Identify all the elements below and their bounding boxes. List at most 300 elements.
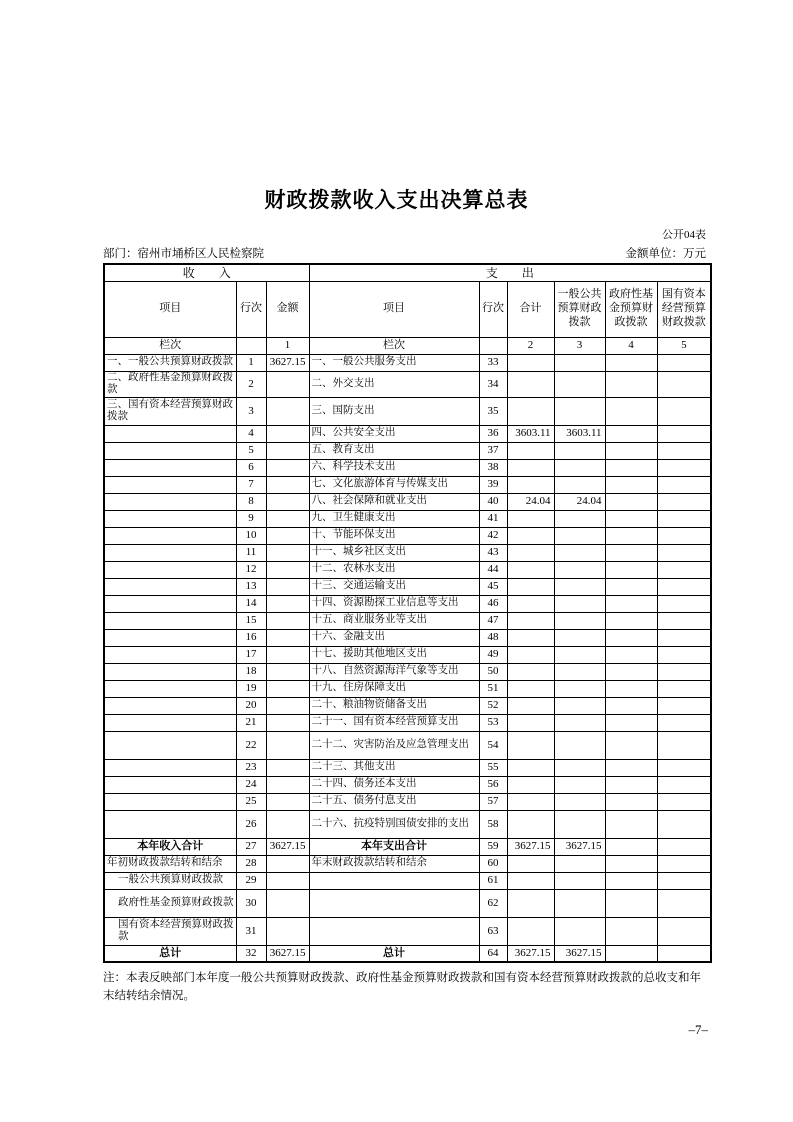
cell-expense-fund bbox=[605, 714, 657, 731]
cell-expense-general bbox=[554, 793, 605, 810]
cell-expense-fund bbox=[605, 493, 657, 510]
cell-income-item bbox=[104, 578, 236, 595]
cell-income-amount bbox=[266, 759, 309, 776]
table-row bbox=[104, 459, 711, 476]
cell-income-line: 29 bbox=[236, 872, 266, 889]
cell-expense-item: 十二、农林水支出 bbox=[309, 561, 479, 578]
cell-income-line: 14 bbox=[236, 595, 266, 612]
table-row bbox=[104, 371, 711, 397]
section-expense-label: 支 出 bbox=[309, 264, 711, 281]
cell-expense-line: 59 bbox=[479, 838, 507, 855]
lanci-expense-total: 2 bbox=[507, 337, 554, 354]
cell-expense-total bbox=[507, 629, 554, 646]
cell-expense-line: 56 bbox=[479, 776, 507, 793]
cell-expense-general bbox=[554, 629, 605, 646]
cell-income-item bbox=[104, 493, 236, 510]
cell-income-amount: 3627.15 bbox=[266, 354, 309, 371]
cell-expense-item: 总计 bbox=[309, 945, 479, 962]
lanci-expense-item: 栏次 bbox=[309, 337, 479, 354]
cell-expense-item: 二、外交支出 bbox=[309, 371, 479, 397]
cell-expense-fund bbox=[605, 697, 657, 714]
cell-income-item bbox=[104, 476, 236, 493]
lanci-expense-line bbox=[479, 337, 507, 354]
table-row bbox=[104, 595, 711, 612]
cell-expense-capital bbox=[657, 493, 711, 510]
cell-income-item bbox=[104, 697, 236, 714]
table-row bbox=[104, 629, 711, 646]
lanci-capital: 5 bbox=[657, 337, 711, 354]
cell-expense-line: 49 bbox=[479, 646, 507, 663]
table-row bbox=[104, 561, 711, 578]
cell-expense-general bbox=[554, 459, 605, 476]
table-row bbox=[104, 493, 711, 510]
cell-expense-general: 3603.11 bbox=[554, 425, 605, 442]
cell-expense-general bbox=[554, 776, 605, 793]
cell-expense-item: 二十二、灾害防治及应急管理支出 bbox=[309, 731, 479, 759]
table-row bbox=[104, 697, 711, 714]
col-gov-fund: 政府性基金预算财政拨款 bbox=[605, 281, 657, 337]
cell-expense-total bbox=[507, 663, 554, 680]
cell-expense-fund bbox=[605, 527, 657, 544]
cell-income-amount bbox=[266, 561, 309, 578]
cell-expense-capital bbox=[657, 793, 711, 810]
summary-row bbox=[104, 889, 711, 917]
cell-income-amount bbox=[266, 646, 309, 663]
table-row bbox=[104, 354, 711, 371]
cell-expense-item: 十八、自然资源海洋气象等支出 bbox=[309, 663, 479, 680]
cell-income-amount bbox=[266, 889, 309, 917]
table-row bbox=[104, 714, 711, 731]
section-header-row bbox=[104, 264, 711, 281]
cell-expense-capital bbox=[657, 354, 711, 371]
cell-expense-fund bbox=[605, 354, 657, 371]
cell-income-item bbox=[104, 663, 236, 680]
cell-expense-total: 24.04 bbox=[507, 493, 554, 510]
cell-expense-total bbox=[507, 810, 554, 838]
cell-expense-general bbox=[554, 917, 605, 945]
table-row bbox=[104, 680, 711, 697]
cell-income-amount bbox=[266, 371, 309, 397]
cell-expense-general bbox=[554, 663, 605, 680]
cell-income-amount bbox=[266, 425, 309, 442]
cell-expense-total bbox=[507, 612, 554, 629]
cell-expense-line: 40 bbox=[479, 493, 507, 510]
department-label: 部门：宿州市埇桥区人民检察院 bbox=[103, 248, 264, 260]
cell-expense-general bbox=[554, 371, 605, 397]
cell-expense-line: 55 bbox=[479, 759, 507, 776]
cell-expense-general bbox=[554, 612, 605, 629]
cell-expense-general bbox=[554, 476, 605, 493]
table-row bbox=[104, 397, 711, 425]
cell-expense-capital bbox=[657, 612, 711, 629]
cell-income-amount bbox=[266, 663, 309, 680]
cell-expense-fund bbox=[605, 510, 657, 527]
table-row bbox=[104, 442, 711, 459]
cell-expense-total bbox=[507, 889, 554, 917]
cell-expense-item: 五、教育支出 bbox=[309, 442, 479, 459]
cell-expense-item: 七、文化旅游体育与传媒支出 bbox=[309, 476, 479, 493]
cell-income-item: 国有资本经营预算财政拨款 bbox=[104, 917, 236, 945]
cell-expense-line: 42 bbox=[479, 527, 507, 544]
cell-income-amount bbox=[266, 493, 309, 510]
cell-expense-general bbox=[554, 680, 605, 697]
cell-income-amount bbox=[266, 629, 309, 646]
cell-income-item bbox=[104, 714, 236, 731]
cell-expense-line: 34 bbox=[479, 371, 507, 397]
cell-income-item bbox=[104, 561, 236, 578]
cell-expense-item bbox=[309, 889, 479, 917]
cell-income-amount: 3627.15 bbox=[266, 838, 309, 855]
cell-expense-item: 二十六、抗疫特别国债安排的支出 bbox=[309, 810, 479, 838]
lanci-fund: 4 bbox=[605, 337, 657, 354]
cell-income-amount bbox=[266, 612, 309, 629]
cell-expense-general bbox=[554, 578, 605, 595]
cell-expense-fund bbox=[605, 561, 657, 578]
cell-income-item: 总计 bbox=[104, 945, 236, 962]
cell-expense-fund bbox=[605, 872, 657, 889]
cell-expense-item: 二十五、债务付息支出 bbox=[309, 793, 479, 810]
cell-income-amount bbox=[266, 776, 309, 793]
col-expense-line: 行次 bbox=[479, 281, 507, 337]
summary-row bbox=[104, 917, 711, 945]
cell-income-amount bbox=[266, 731, 309, 759]
cell-expense-fund bbox=[605, 476, 657, 493]
cell-income-line: 2 bbox=[236, 371, 266, 397]
lanci-income-amount: 1 bbox=[266, 337, 309, 354]
cell-income-item bbox=[104, 810, 236, 838]
cell-expense-line: 53 bbox=[479, 714, 507, 731]
cell-income-item bbox=[104, 425, 236, 442]
cell-expense-line: 54 bbox=[479, 731, 507, 759]
cell-expense-fund bbox=[605, 945, 657, 962]
cell-expense-fund bbox=[605, 917, 657, 945]
cell-expense-total bbox=[507, 442, 554, 459]
cell-expense-item: 本年支出合计 bbox=[309, 838, 479, 855]
cell-expense-line: 45 bbox=[479, 578, 507, 595]
cell-expense-fund bbox=[605, 731, 657, 759]
cell-expense-total bbox=[507, 855, 554, 872]
cell-expense-total: 3603.11 bbox=[507, 425, 554, 442]
cell-expense-general bbox=[554, 697, 605, 714]
cell-income-line: 3 bbox=[236, 397, 266, 425]
cell-expense-general bbox=[554, 731, 605, 759]
cell-expense-fund bbox=[605, 793, 657, 810]
cell-expense-general bbox=[554, 810, 605, 838]
cell-expense-fund bbox=[605, 425, 657, 442]
cell-expense-line: 51 bbox=[479, 680, 507, 697]
table-row bbox=[104, 810, 711, 838]
cell-expense-capital bbox=[657, 663, 711, 680]
cell-expense-capital bbox=[657, 561, 711, 578]
cell-income-item bbox=[104, 527, 236, 544]
cell-income-line: 17 bbox=[236, 646, 266, 663]
cell-expense-item: 二十四、债务还本支出 bbox=[309, 776, 479, 793]
cell-income-item bbox=[104, 680, 236, 697]
table-row bbox=[104, 476, 711, 493]
cell-expense-total: 3627.15 bbox=[507, 838, 554, 855]
cell-income-amount bbox=[266, 442, 309, 459]
cell-expense-capital bbox=[657, 527, 711, 544]
cell-expense-capital bbox=[657, 945, 711, 962]
cell-expense-item bbox=[309, 872, 479, 889]
table-row bbox=[104, 663, 711, 680]
cell-expense-total bbox=[507, 917, 554, 945]
table-row bbox=[104, 425, 711, 442]
cell-expense-general bbox=[554, 714, 605, 731]
cell-income-line: 24 bbox=[236, 776, 266, 793]
cell-income-line: 21 bbox=[236, 714, 266, 731]
cell-expense-total bbox=[507, 510, 554, 527]
cell-expense-fund bbox=[605, 838, 657, 855]
cell-expense-capital bbox=[657, 459, 711, 476]
col-income-line: 行次 bbox=[236, 281, 266, 337]
page-title: 财政拨款收入支出决算总表 bbox=[264, 189, 529, 212]
cell-expense-capital bbox=[657, 578, 711, 595]
cell-income-amount bbox=[266, 397, 309, 425]
cell-expense-capital bbox=[657, 510, 711, 527]
cell-expense-total bbox=[507, 459, 554, 476]
table-row bbox=[104, 578, 711, 595]
cell-income-item bbox=[104, 759, 236, 776]
cell-expense-item: 八、社会保障和就业支出 bbox=[309, 493, 479, 510]
cell-expense-line: 61 bbox=[479, 872, 507, 889]
cell-expense-total bbox=[507, 646, 554, 663]
cell-expense-capital bbox=[657, 697, 711, 714]
cell-income-amount: 3627.15 bbox=[266, 945, 309, 962]
cell-income-item bbox=[104, 612, 236, 629]
cell-expense-item bbox=[309, 917, 479, 945]
cell-expense-item: 十六、金融支出 bbox=[309, 629, 479, 646]
cell-expense-capital bbox=[657, 476, 711, 493]
cell-income-line: 23 bbox=[236, 759, 266, 776]
cell-income-amount bbox=[266, 680, 309, 697]
cell-income-amount bbox=[266, 510, 309, 527]
cell-income-line: 8 bbox=[236, 493, 266, 510]
cell-expense-general: 3627.15 bbox=[554, 838, 605, 855]
col-expense-total: 合计 bbox=[507, 281, 554, 337]
cell-expense-line: 48 bbox=[479, 629, 507, 646]
section-income-label: 收 入 bbox=[104, 264, 309, 281]
summary-row bbox=[104, 945, 711, 962]
cell-expense-line: 62 bbox=[479, 889, 507, 917]
cell-income-line: 12 bbox=[236, 561, 266, 578]
cell-income-line: 9 bbox=[236, 510, 266, 527]
cell-expense-general bbox=[554, 442, 605, 459]
cell-expense-line: 39 bbox=[479, 476, 507, 493]
cell-expense-fund bbox=[605, 459, 657, 476]
table-row bbox=[104, 612, 711, 629]
cell-expense-general bbox=[554, 855, 605, 872]
cell-income-line: 15 bbox=[236, 612, 266, 629]
cell-expense-fund bbox=[605, 595, 657, 612]
cell-expense-item: 十七、援助其他地区支出 bbox=[309, 646, 479, 663]
cell-income-item bbox=[104, 793, 236, 810]
col-expense-item: 项目 bbox=[309, 281, 479, 337]
cell-expense-total bbox=[507, 872, 554, 889]
cell-expense-capital bbox=[657, 629, 711, 646]
cell-expense-item: 六、科学技术支出 bbox=[309, 459, 479, 476]
doc-type-label: 公开04表 bbox=[662, 229, 706, 241]
cell-expense-fund bbox=[605, 889, 657, 917]
cell-expense-fund bbox=[605, 442, 657, 459]
cell-income-line: 10 bbox=[236, 527, 266, 544]
cell-expense-capital bbox=[657, 371, 711, 397]
cell-income-item: 三、国有资本经营预算财政拨款 bbox=[104, 397, 236, 425]
cell-expense-total bbox=[507, 354, 554, 371]
cell-expense-total bbox=[507, 578, 554, 595]
cell-expense-capital bbox=[657, 917, 711, 945]
cell-expense-fund bbox=[605, 855, 657, 872]
cell-expense-item: 二十一、国有资本经营预算支出 bbox=[309, 714, 479, 731]
table-row bbox=[104, 646, 711, 663]
cell-income-line: 20 bbox=[236, 697, 266, 714]
cell-expense-item: 二十、粮油物资储备支出 bbox=[309, 697, 479, 714]
cell-income-amount bbox=[266, 476, 309, 493]
cell-expense-general bbox=[554, 527, 605, 544]
cell-expense-item: 年末财政拨款结转和结余 bbox=[309, 855, 479, 872]
cell-income-line: 1 bbox=[236, 354, 266, 371]
table-row bbox=[104, 731, 711, 759]
cell-expense-item: 十五、商业服务业等支出 bbox=[309, 612, 479, 629]
cell-expense-total bbox=[507, 731, 554, 759]
cell-income-line: 31 bbox=[236, 917, 266, 945]
cell-income-amount bbox=[266, 917, 309, 945]
cell-income-item: 一般公共预算财政拨款 bbox=[104, 872, 236, 889]
cell-expense-fund bbox=[605, 629, 657, 646]
cell-expense-capital bbox=[657, 680, 711, 697]
page-number: –7– bbox=[688, 1021, 708, 1037]
cell-expense-general bbox=[554, 354, 605, 371]
summary-row bbox=[104, 872, 711, 889]
cell-expense-fund bbox=[605, 397, 657, 425]
cell-income-item bbox=[104, 442, 236, 459]
cell-income-line: 19 bbox=[236, 680, 266, 697]
column-header-row bbox=[104, 281, 711, 337]
cell-expense-general bbox=[554, 544, 605, 561]
cell-income-line: 4 bbox=[236, 425, 266, 442]
col-income-item: 项目 bbox=[104, 281, 236, 337]
cell-expense-line: 58 bbox=[479, 810, 507, 838]
cell-income-line: 13 bbox=[236, 578, 266, 595]
cell-income-amount bbox=[266, 459, 309, 476]
cell-expense-capital bbox=[657, 810, 711, 838]
cell-income-item bbox=[104, 776, 236, 793]
cell-income-line: 18 bbox=[236, 663, 266, 680]
cell-expense-item: 九、卫生健康支出 bbox=[309, 510, 479, 527]
cell-income-line: 32 bbox=[236, 945, 266, 962]
cell-expense-fund bbox=[605, 776, 657, 793]
cell-expense-total bbox=[507, 793, 554, 810]
cell-income-amount bbox=[266, 793, 309, 810]
col-state-capital: 国有资本经营预算财政拨款 bbox=[657, 281, 711, 337]
cell-expense-fund bbox=[605, 663, 657, 680]
cell-expense-general bbox=[554, 872, 605, 889]
cell-income-line: 26 bbox=[236, 810, 266, 838]
cell-income-amount bbox=[266, 595, 309, 612]
cell-expense-total bbox=[507, 476, 554, 493]
cell-expense-capital bbox=[657, 442, 711, 459]
cell-expense-fund bbox=[605, 612, 657, 629]
table-row bbox=[104, 759, 711, 776]
cell-income-amount bbox=[266, 872, 309, 889]
cell-expense-line: 41 bbox=[479, 510, 507, 527]
cell-expense-general: 24.04 bbox=[554, 493, 605, 510]
cell-expense-line: 33 bbox=[479, 354, 507, 371]
table-row bbox=[104, 527, 711, 544]
cell-expense-item: 四、公共安全支出 bbox=[309, 425, 479, 442]
cell-expense-general bbox=[554, 561, 605, 578]
cell-expense-fund bbox=[605, 371, 657, 397]
cell-income-item bbox=[104, 731, 236, 759]
cell-expense-total: 3627.15 bbox=[507, 945, 554, 962]
cell-income-item bbox=[104, 646, 236, 663]
cell-expense-capital bbox=[657, 425, 711, 442]
cell-income-line: 6 bbox=[236, 459, 266, 476]
cell-expense-item: 十、节能环保支出 bbox=[309, 527, 479, 544]
cell-expense-item: 十一、城乡社区支出 bbox=[309, 544, 479, 561]
cell-expense-capital bbox=[657, 855, 711, 872]
cell-expense-total bbox=[507, 595, 554, 612]
cell-expense-capital bbox=[657, 776, 711, 793]
cell-expense-item: 三、国防支出 bbox=[309, 397, 479, 425]
cell-expense-total bbox=[507, 697, 554, 714]
col-general-budget: 一般公共预算财政拨款 bbox=[554, 281, 605, 337]
cell-income-item bbox=[104, 629, 236, 646]
cell-expense-total bbox=[507, 680, 554, 697]
cell-expense-general bbox=[554, 889, 605, 917]
cell-income-item: 一、一般公共预算财政拨款 bbox=[104, 354, 236, 371]
cell-expense-line: 37 bbox=[479, 442, 507, 459]
cell-income-amount bbox=[266, 714, 309, 731]
cell-income-amount bbox=[266, 810, 309, 838]
cell-expense-fund bbox=[605, 646, 657, 663]
cell-expense-line: 46 bbox=[479, 595, 507, 612]
cell-income-line: 28 bbox=[236, 855, 266, 872]
cell-expense-line: 50 bbox=[479, 663, 507, 680]
cell-expense-capital bbox=[657, 714, 711, 731]
cell-expense-fund bbox=[605, 578, 657, 595]
cell-expense-total bbox=[507, 561, 554, 578]
cell-expense-general bbox=[554, 646, 605, 663]
cell-income-amount bbox=[266, 855, 309, 872]
cell-expense-line: 36 bbox=[479, 425, 507, 442]
cell-expense-capital bbox=[657, 889, 711, 917]
cell-income-line: 30 bbox=[236, 889, 266, 917]
unit-label: 金额单位：万元 bbox=[625, 248, 706, 260]
cell-expense-total bbox=[507, 759, 554, 776]
cell-expense-total bbox=[507, 544, 554, 561]
table-row bbox=[104, 793, 711, 810]
cell-income-line: 7 bbox=[236, 476, 266, 493]
cell-expense-line: 63 bbox=[479, 917, 507, 945]
col-income-amount: 金额 bbox=[266, 281, 309, 337]
cell-expense-fund bbox=[605, 680, 657, 697]
cell-income-item bbox=[104, 510, 236, 527]
budget-table bbox=[103, 263, 712, 963]
cell-expense-general bbox=[554, 397, 605, 425]
cell-income-item: 二、政府性基金预算财政拨款 bbox=[104, 371, 236, 397]
cell-expense-line: 43 bbox=[479, 544, 507, 561]
cell-expense-line: 64 bbox=[479, 945, 507, 962]
cell-expense-general: 3627.15 bbox=[554, 945, 605, 962]
cell-income-line: 16 bbox=[236, 629, 266, 646]
cell-expense-capital bbox=[657, 759, 711, 776]
column-index-row bbox=[104, 337, 711, 354]
cell-income-line: 22 bbox=[236, 731, 266, 759]
summary-row bbox=[104, 855, 711, 872]
cell-expense-general bbox=[554, 510, 605, 527]
cell-expense-line: 38 bbox=[479, 459, 507, 476]
